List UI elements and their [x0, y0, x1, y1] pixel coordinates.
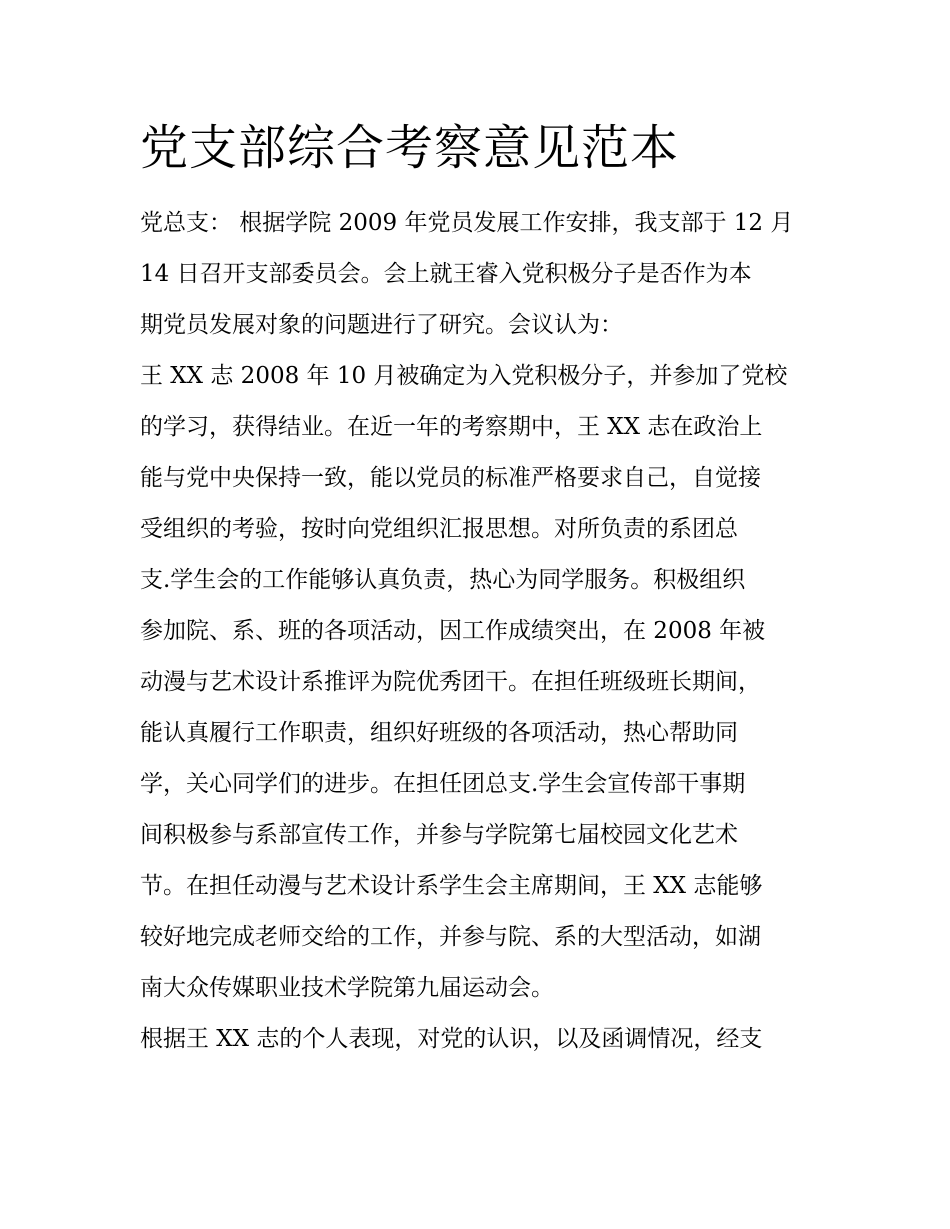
body-line: 节。在担任动漫与艺术设计系学生会主席期间，王 XX 志能够	[140, 873, 763, 899]
body-line: 的学习，获得结业。在近一年的考察期中，王 XX 志在政治上	[140, 414, 763, 440]
body-line: 期党员发展对象的问题进行了研究。会议认为：	[140, 312, 623, 338]
body-line: 能与党中央保持一致，能以党员的标准严格要求自己，自觉接	[140, 465, 761, 491]
body-line: 支.学生会的工作能够认真负责，热心为同学服务。积极组织	[140, 567, 746, 593]
body-line: 学，关心同学们的进步。在担任团总支.学生会宣传部干事期	[140, 771, 746, 797]
body-line: 王 XX 志 2008 年 10 月被确定为入党积极分子，并参加了党校	[140, 363, 788, 389]
body-line: 根据王 XX 志的个人表现，对党的认识，以及函调情况，经支	[140, 1026, 763, 1052]
body-line: 南大众传媒职业技术学院第九届运动会。	[140, 975, 554, 1001]
body-line: 参加院、系、班的各项活动，因工作成绩突出，在 2008 年被	[140, 618, 766, 644]
document-body	[140, 198, 820, 1065]
body-line: 14 日召开支部委员会。会上就王睿入党积极分子是否作为本	[140, 261, 752, 287]
body-line: 动漫与艺术设计系推评为院优秀团干。在担任班级班长期间，	[140, 669, 761, 695]
body-line: 间积极参与系部宣传工作，并参与学院第七届校园文化艺术	[140, 822, 738, 848]
body-line: 党总支： 根据学院 2009 年党员发展工作安排，我支部于 12 月	[140, 210, 794, 236]
body-line: 受组织的考验，按时向党组织汇报思想。对所负责的系团总	[140, 516, 738, 542]
body-line: 能认真履行工作职责，组织好班级的各项活动，热心帮助同	[140, 720, 738, 746]
body-line: 较好地完成老师交给的工作，并参与院、系的大型活动，如湖	[140, 924, 761, 950]
document-title: 党支部综合考察意见范本	[140, 120, 680, 176]
